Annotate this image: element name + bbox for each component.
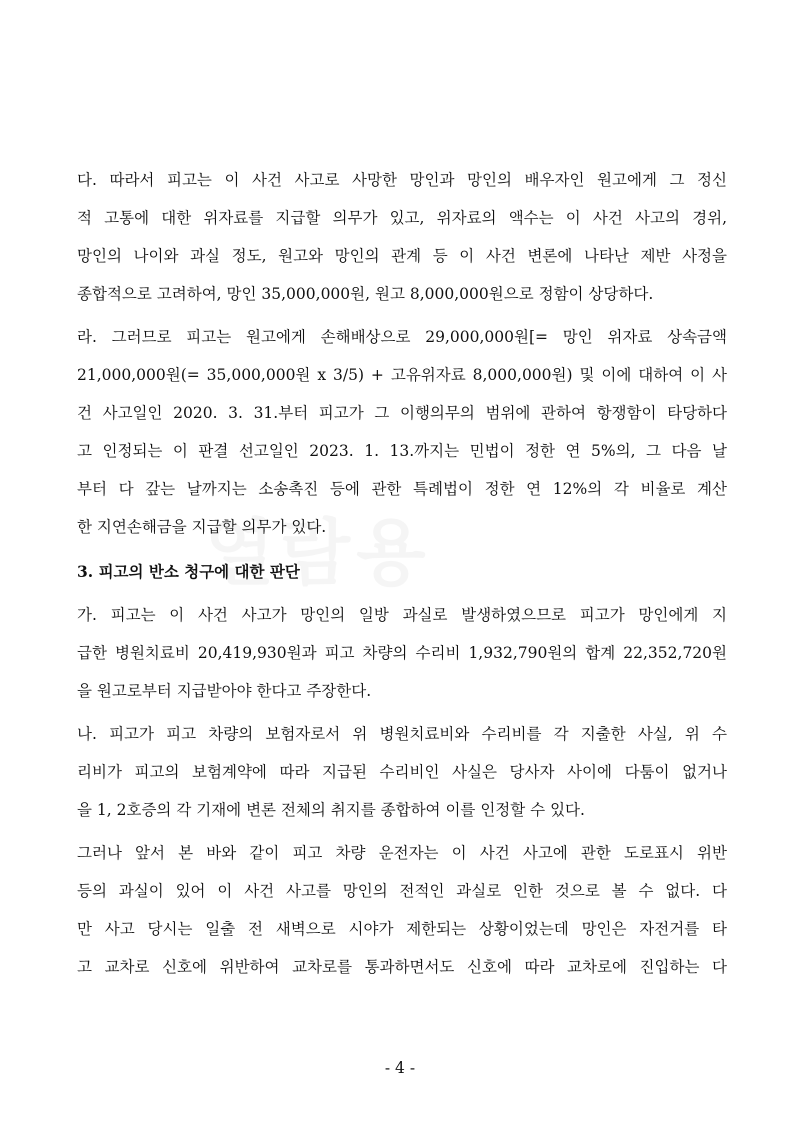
paragraph-da-line-1: 다. 따라서 피고는 이 사건 사고로 사망한 망인과 망인의 배우자인 원고에게 그 정신 — [77, 171, 727, 189]
paragraph-ra-line-5: 부터 다 갚는 날까지는 소송촉진 등에 관한 특례법이 정한 연 12%의 각 비율로 계산 — [77, 480, 727, 498]
paragraph-na-line-2: 리비가 피고의 보험계약에 따라 지급된 수리비인 사실은 당사자 사이에 다툼이 없거나 — [77, 763, 727, 781]
page-number: - 4 - — [384, 1059, 416, 1077]
paragraph-na-line-3: 을 1, 2호증의 각 기재에 변론 전체의 취지를 종합하여 이를 인정할 수 있다. — [77, 801, 585, 819]
paragraph-ra-line-3: 건 사고일인 2020. 3. 31.부터 피고가 그 이행의무의 범위에 관하여 항쟁함이 타당하다 — [77, 404, 727, 422]
paragraph-ga-line-1: 가. 피고는 이 사건 사고가 망인의 일방 과실로 발생하였으므로 피고가 망인에게 지 — [77, 606, 727, 624]
paragraph-da-line-3: 망인의 나이와 과실 정도, 원고와 망인의 관계 등 이 사건 변론에 나타난 제반 사정을 — [77, 247, 727, 265]
paragraph-ga-line-2: 급한 병원치료비 20,419,930원과 피고 차량의 수리비 1,932,790원의 합계 22,352,720원 — [77, 644, 727, 662]
paragraph-however-line-4: 고 교차로 신호에 위반하여 교차로를 통과하면서도 신호에 따라 교차로에 진입하는 다 — [77, 958, 727, 976]
paragraph-ra-line-6: 한 지연손해금을 지급할 의무가 있다. — [77, 518, 327, 536]
paragraph-ra-line-4: 고 인정되는 이 판결 선고일인 2023. 1. 13.까지는 민법이 정한 연 5%의, 그 다음 날 — [77, 442, 727, 460]
paragraph-ra-line-1: 라. 그러므로 피고는 원고에게 손해배상으로 29,000,000원[= 망인 위자료 상속금액 — [77, 328, 727, 346]
section-heading: 3. 피고의 반소 청구에 대한 판단 — [77, 562, 300, 581]
paragraph-ga-line-3: 을 원고로부터 지급받아야 한다고 주장한다. — [77, 682, 372, 700]
paragraph-da-line-4: 종합적으로 고려하여, 망인 35,000,000원, 원고 8,000,000원으로 정함이 상당하다. — [77, 285, 654, 303]
paragraph-da-line-2: 적 고통에 대한 위자료를 지급할 의무가 있고, 위자료의 액수는 이 사건 사고의 경위, — [77, 209, 727, 227]
paragraph-ra-line-2: 21,000,000원(= 35,000,000원 x 3/5) + 고유위자료 8,000,000원) 및 이에 대하여 이 사 — [77, 366, 727, 384]
paragraph-however-line-3: 만 사고 당시는 일출 전 새벽으로 시야가 제한되는 상황이었는데 망인은 자전거를 타 — [77, 920, 727, 938]
paragraph-however-line-2: 등의 과실이 있어 이 사건 사고를 망인의 전적인 과실로 인한 것으로 볼 수 없다. 다 — [77, 882, 727, 900]
watermark — [205, 495, 432, 599]
paragraph-however-line-1: 그러나 앞서 본 바와 같이 피고 차량 운전자는 이 사건 사고에 관한 도로표시 위반 — [77, 844, 727, 862]
paragraph-na-line-1: 나. 피고가 피고 차량의 보험자로서 위 병원치료비와 수리비를 각 지출한 사실, 위 수 — [77, 725, 727, 743]
